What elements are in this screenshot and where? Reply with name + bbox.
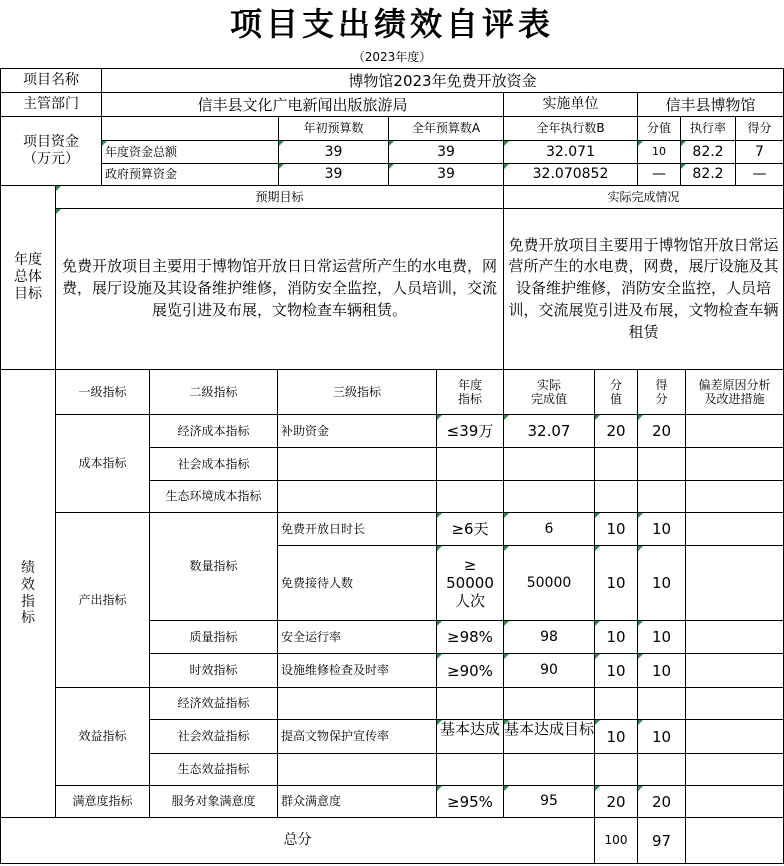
benefit-l3-promotion: 提高文物保护宣传率 — [278, 720, 437, 754]
perf-header-l2: 二级指标 — [150, 370, 278, 415]
benefit-promotion-actual: 基本达成目标 — [504, 720, 595, 754]
output-l3-visitors: 免费接待人数 — [278, 546, 437, 621]
actual-completion-header: 实际完成情况 — [504, 186, 784, 209]
empty-cell — [504, 448, 595, 481]
funds-header-weight: 分值 — [638, 117, 681, 141]
benefit-promotion-target: 基本达成 — [437, 720, 504, 754]
cost-analysis — [686, 415, 784, 448]
funds-row-gov-weight: — — [638, 164, 681, 186]
funds-row-total-rate: 82.2 — [681, 141, 736, 164]
satisfaction-score: 20 — [638, 786, 686, 818]
funds-header-full: 全年预算数A — [389, 117, 504, 141]
empty-cell — [437, 448, 504, 481]
funds-row-total-exec: 32.071 — [504, 141, 638, 164]
cost-l2-ecological: 生态环境成本指标 — [150, 481, 278, 513]
funds-header-exec: 全年执行数B — [504, 117, 638, 141]
funds-row-gov-exec: 32.070852 — [504, 164, 638, 186]
benefit-l1: 效益指标 — [56, 688, 150, 786]
empty-cell — [686, 654, 784, 688]
total-weight: 100 — [595, 818, 638, 864]
output-open-days-weight: 10 — [595, 513, 638, 546]
output-safety-target: ≥98% — [437, 621, 504, 654]
expected-goal-text: 免费开放项目主要用于博物馆开放日日常运营所产生的水电费，网费，展厅设施及其设备维护维修，消防安全监控，人员培训，交流展览引进及布展，文物检查车辆租赁。 — [56, 209, 504, 370]
perf-header-target: 年度 指标 — [437, 370, 504, 415]
total-score: 97 — [638, 818, 686, 864]
cost-target: ≤39万 — [437, 415, 504, 448]
benefit-promotion-score: 10 — [638, 720, 686, 754]
output-maintenance-actual: 90 — [504, 654, 595, 688]
empty-cell — [638, 481, 686, 513]
project-name-value: 博物馆2023年免费开放资金 — [102, 69, 784, 93]
performance-label: 绩 效 指 标 — [1, 370, 56, 818]
output-safety-actual: 98 — [504, 621, 595, 654]
benefit-l2-ecological: 生态效益指标 — [150, 754, 278, 786]
empty-cell — [686, 546, 784, 621]
cost-score: 20 — [638, 415, 686, 448]
empty-cell — [686, 448, 784, 481]
perf-header-l1: 一级指标 — [56, 370, 150, 415]
empty-cell — [686, 786, 784, 818]
cost-l1: 成本指标 — [56, 415, 150, 513]
empty-cell — [686, 720, 784, 754]
impl-unit-label: 实施单位 — [504, 93, 638, 117]
funds-row-gov-rate: 82.2 — [681, 164, 736, 186]
perf-header-analysis: 偏差原因分析 及改进措施 — [686, 370, 784, 415]
funds-row-gov-init: 39 — [279, 164, 389, 186]
output-l2-quality: 质量指标 — [150, 621, 278, 654]
output-open-days-actual: 6 — [504, 513, 595, 546]
output-l3-maintenance: 设施维修检查及时率 — [278, 654, 437, 688]
output-maintenance-score: 10 — [638, 654, 686, 688]
output-visitors-target: ≥ 50000 人次 — [437, 546, 504, 621]
funds-header-blank — [102, 117, 279, 141]
funds-row-gov-full: 39 — [389, 164, 504, 186]
benefit-l2-economic: 经济效益指标 — [150, 688, 278, 720]
output-l3-safety: 安全运行率 — [278, 621, 437, 654]
satisfaction-l2: 服务对象满意度 — [150, 786, 278, 818]
cost-actual: 32.07 — [504, 415, 595, 448]
funds-row-total-score: 7 — [736, 141, 784, 164]
perf-header-l3: 三级指标 — [278, 370, 437, 415]
empty-cell — [278, 688, 437, 720]
cost-l3-subsidy: 补助资金 — [278, 415, 437, 448]
funds-row-total-full: 39 — [389, 141, 504, 164]
output-l1: 产出指标 — [56, 513, 150, 688]
cost-l2-economic: 经济成本指标 — [150, 415, 278, 448]
output-l2-timeliness: 时效指标 — [150, 654, 278, 688]
satisfaction-l1: 满意度指标 — [56, 786, 150, 818]
dept-value: 信丰县文化广电新闻出版旅游局 — [102, 93, 504, 117]
perf-header-score: 得 分 — [638, 370, 686, 415]
empty-cell — [686, 688, 784, 720]
impl-unit-value: 信丰县博物馆 — [638, 93, 784, 117]
output-visitors-weight: 10 — [595, 546, 638, 621]
empty-cell — [504, 481, 595, 513]
perf-header-weight: 分 值 — [595, 370, 638, 415]
empty-cell — [638, 448, 686, 481]
satisfaction-target: ≥95% — [437, 786, 504, 818]
cost-l2-social: 社会成本指标 — [150, 448, 278, 481]
page-title: 项目支出绩效自评表 — [229, 5, 554, 43]
empty-cell — [686, 754, 784, 786]
output-maintenance-target: ≥90% — [437, 654, 504, 688]
empty-cell — [686, 818, 784, 864]
funds-row-total-weight: 10 — [638, 141, 681, 164]
empty-cell — [504, 688, 595, 720]
funds-header-score: 得分 — [736, 117, 784, 141]
funds-header-init: 年初预算数 — [279, 117, 389, 141]
satisfaction-l3: 群众满意度 — [278, 786, 437, 818]
output-maintenance-weight: 10 — [595, 654, 638, 688]
output-open-days-score: 10 — [638, 513, 686, 546]
funds-row-gov-score: — — [736, 164, 784, 186]
funds-label: 项目资金 （万元） — [1, 117, 102, 186]
dept-label: 主管部门 — [1, 93, 102, 117]
empty-cell — [278, 481, 437, 513]
empty-cell — [437, 688, 504, 720]
empty-cell — [278, 448, 437, 481]
benefit-promotion-weight: 10 — [595, 720, 638, 754]
output-safety-score: 10 — [638, 621, 686, 654]
annual-goal-label: 年度 总体 目标 — [1, 186, 56, 370]
funds-header-rate: 执行率 — [681, 117, 736, 141]
perf-header-actual: 实际 完成值 — [504, 370, 595, 415]
benefit-l2-social: 社会效益指标 — [150, 720, 278, 754]
project-name-label: 项目名称 — [1, 69, 102, 93]
self-evaluation-table — [0, 68, 784, 864]
cost-weight: 20 — [595, 415, 638, 448]
output-l2-quantity: 数量指标 — [150, 513, 278, 621]
empty-cell — [686, 621, 784, 654]
output-safety-weight: 10 — [595, 621, 638, 654]
satisfaction-weight: 20 — [595, 786, 638, 818]
empty-cell — [638, 688, 686, 720]
empty-cell — [638, 754, 686, 786]
actual-completion-text: 免费开放项目主要用于博物馆开放日常运营所产生的水电费，网费，展厅设施及其设备维护维修，消防安全监控，人员培训，交流展览引进及布展，文物检查车辆租赁 — [504, 209, 784, 370]
empty-cell — [437, 754, 504, 786]
output-l3-open-days: 免费开放日时长 — [278, 513, 437, 546]
funds-row-total-init: 39 — [279, 141, 389, 164]
output-open-days-target: ≥6天 — [437, 513, 504, 546]
empty-cell — [437, 481, 504, 513]
empty-cell — [278, 754, 437, 786]
output-visitors-actual: 50000 — [504, 546, 595, 621]
empty-cell — [595, 448, 638, 481]
empty-cell — [595, 754, 638, 786]
empty-cell — [686, 513, 784, 546]
total-label: 总分 — [1, 818, 595, 864]
output-visitors-score: 10 — [638, 546, 686, 621]
year-label: （2023年度） — [352, 49, 432, 64]
empty-cell — [595, 688, 638, 720]
funds-row-total-name: 年度资金总额 — [102, 141, 279, 164]
expected-goal-header: 预期目标 — [56, 186, 504, 209]
funds-row-gov-name: 政府预算资金 — [102, 164, 279, 186]
empty-cell — [686, 481, 784, 513]
empty-cell — [504, 754, 595, 786]
satisfaction-actual: 95 — [504, 786, 595, 818]
empty-cell — [595, 481, 638, 513]
